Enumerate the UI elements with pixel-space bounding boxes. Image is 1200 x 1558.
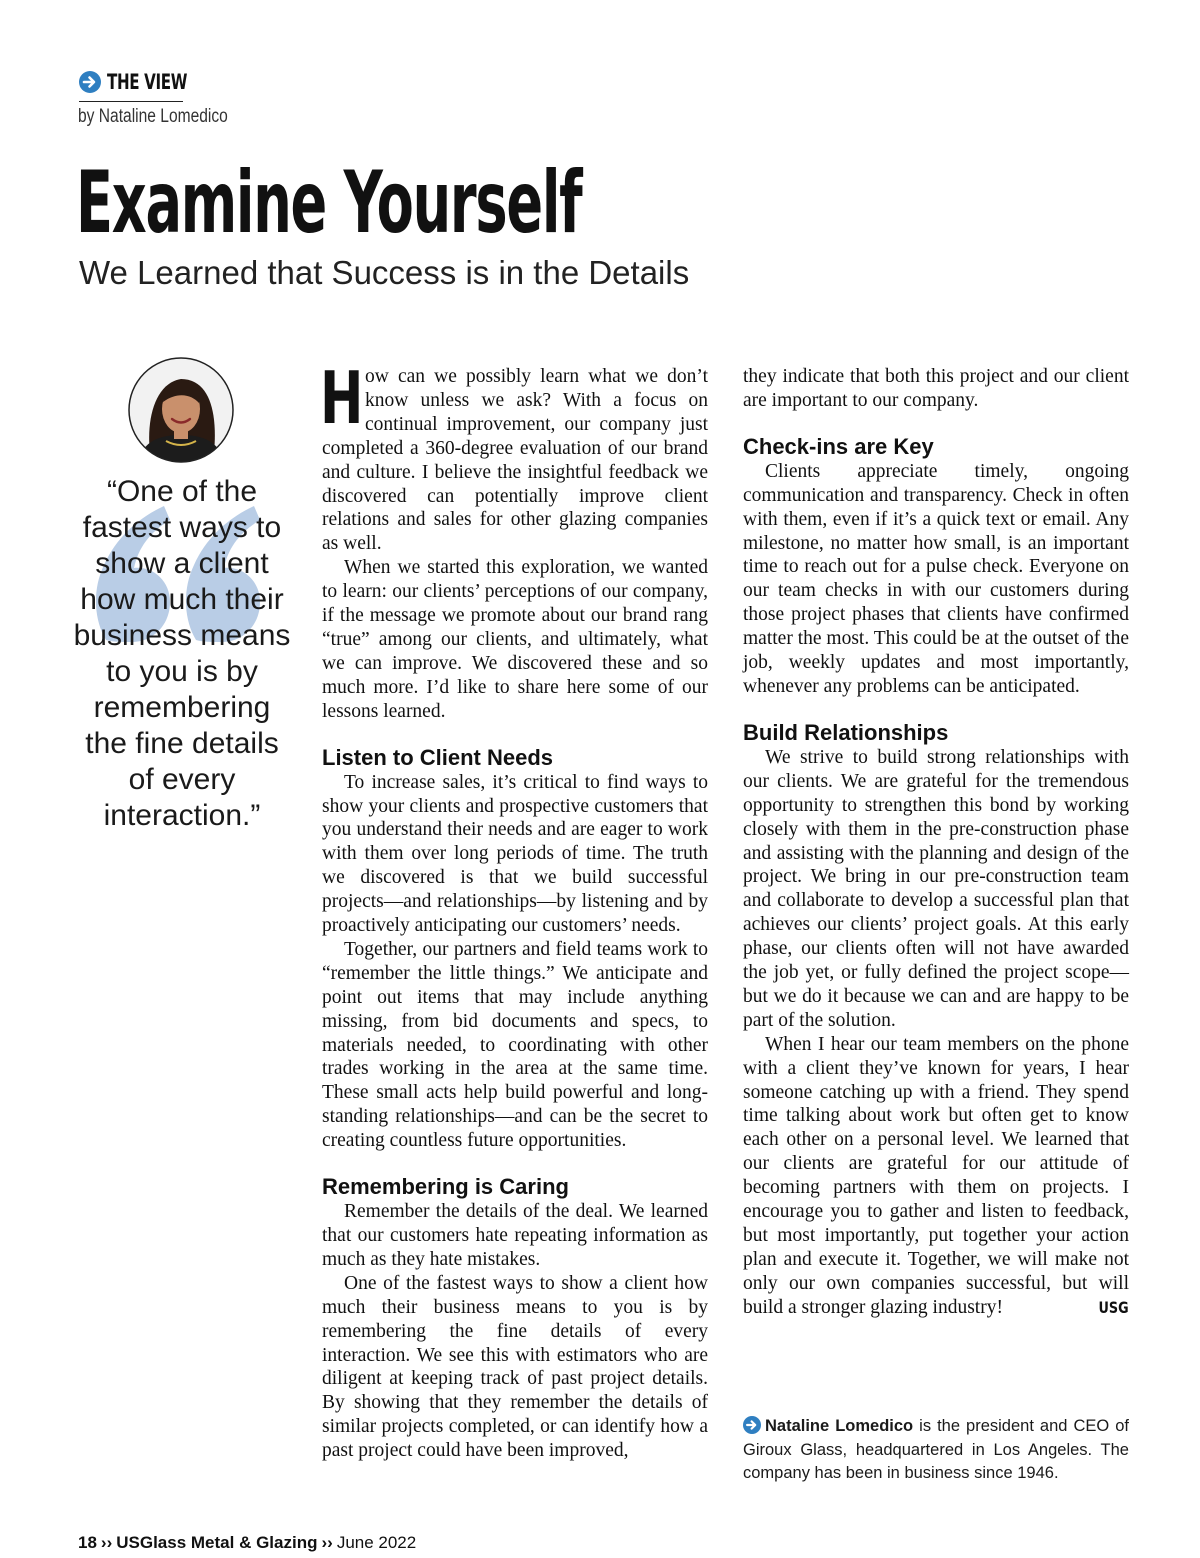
bio-text: is the president and CEO of Giroux Glass, headquartered in Los Angeles. The company has been in business since 1946. bbox=[743, 1417, 1130, 1482]
section-heading-checkins: Check-ins are Key bbox=[743, 433, 934, 459]
article-column-2 bbox=[743, 365, 1129, 1320]
byline: by Nataline Lomedico bbox=[78, 106, 228, 127]
body-paragraph: Together, our partners and field teams work to “remember the little things.” We anticipate and point out items that may include anything missing, from bid documents and specs, to materials needed, to coordinating with other trades working in the area at the same time. These small acts help build powerful and long-standing relationships—and can be the secret to creating countless future opportunities. bbox=[322, 938, 708, 1152]
page-number: 18 bbox=[78, 1533, 97, 1552]
article-column-1 bbox=[320, 356, 708, 1463]
body-paragraph: One of the fastest ways to show a client how much their business means to you is by remembering the fine details of every interaction. We see this with estimators who are diligent at keeping track of past project details. By showing that they remember the details of similar projects completed, or can identify how a past project could have been improved, bbox=[322, 1272, 708, 1462]
section-heading-remembering: Remembering is Caring bbox=[322, 1174, 569, 1200]
section-heading-listen: Listen to Client Needs bbox=[322, 744, 554, 770]
department-divider bbox=[79, 101, 183, 102]
intro-paragraph: ow can we possibly learn what we don’t know unless we ask? With a focus on continual improvement, our company just completed a 360-degree evaluation of our brand and culture. I believe the insightful feedback we discovered can potentially improve client relations and sales for other glazing companies as well. bbox=[322, 366, 708, 555]
body-paragraph-continued: they indicate that both this project and our client are important to our company. bbox=[743, 366, 1129, 411]
article-subtitle: We Learned that Success is in the Details bbox=[79, 254, 690, 291]
footer-separator: ›› bbox=[321, 1533, 333, 1552]
bio-author-name: Nataline Lomedico bbox=[765, 1417, 914, 1435]
body-paragraph: Clients appreciate timely, ongoing communication and transparency. Check in often with them, even if it’s a quick text or email. Any milestone, no matter how small, is an important time to reach out for a pulse check. Everyone on our team checks in with our customers during those project phases that clients have confirmed matter the most. This could be at the outset of the job, weekly updates and most importantly, whenever any problems can be anticipated. bbox=[743, 460, 1129, 697]
issue-date: June 2022 bbox=[336, 1533, 417, 1552]
department-label: THE VIEW bbox=[107, 70, 188, 94]
body-paragraph: Remember the details of the deal. We learned that our customers hate repeating information as much as they hate mistakes. bbox=[322, 1201, 708, 1270]
article-title: Examine Yourself bbox=[76, 153, 582, 253]
end-mark: USG bbox=[1098, 1297, 1129, 1317]
final-paragraph-text: When I hear our team members on the phone with a client they’ve known for years, I hear someone catching up with a friend. They spend time talking about work but often get to know each other on a personal level. We learned that our clients are grateful for our attitude of becoming partners with them on projects. I encourage you to gather and listen to feedback, but most importantly, put together your action plan and execute it. Together, we will make not only our own companies successful, but will build a stronger glazing industry! bbox=[743, 1033, 1129, 1318]
body-paragraph-final bbox=[743, 1033, 1129, 1320]
author-bio bbox=[743, 1415, 1129, 1486]
footer-separator: ›› bbox=[100, 1533, 113, 1552]
department-header bbox=[79, 70, 218, 94]
drop-cap: H bbox=[320, 356, 364, 440]
arrow-right-circle-icon bbox=[743, 1416, 761, 1434]
author-photo bbox=[128, 357, 234, 463]
body-paragraph: We strive to build strong relationships with our clients. We are grateful for the tremendous opportunity to strengthen this bond by working closely with them in the pre-construction phase and assisting with the planning and design of the project. We bring in our pre-construction team and collaborate to develop a successful plan that achieves our clients’ project goals. At this early phase, our clients often will not have awarded the job yet, or fully defined the project scope—but we do it because we can and are happy to be part of the solution. bbox=[743, 746, 1129, 1031]
page-footer bbox=[78, 1533, 416, 1553]
pull-quote: “One of the fastest ways to show a client how much their business means to you is by remembering the fine details of every interaction.” bbox=[73, 475, 291, 832]
publication-name: USGlass Metal & Glazing bbox=[116, 1533, 318, 1552]
section-heading-relationships: Build Relationships bbox=[743, 719, 949, 745]
intro-paragraph: When we started this exploration, we wanted to learn: our clients’ perceptions of our company, if the message we promote about our brand rang “true” among our clients, and ultimately, what we can improve. We discovered these and so much more. I’d like to share here some of our lessons learned. bbox=[322, 557, 708, 722]
body-paragraph: To increase sales, it’s critical to find ways to show your clients and prospective customers that you understand their needs and are eager to work with them over long periods of time. The truth we discovered is that we build successful projects—and relationships—by listening and by proactively anticipating our customers’ needs. bbox=[322, 771, 708, 937]
arrow-right-circle-icon bbox=[79, 71, 101, 93]
